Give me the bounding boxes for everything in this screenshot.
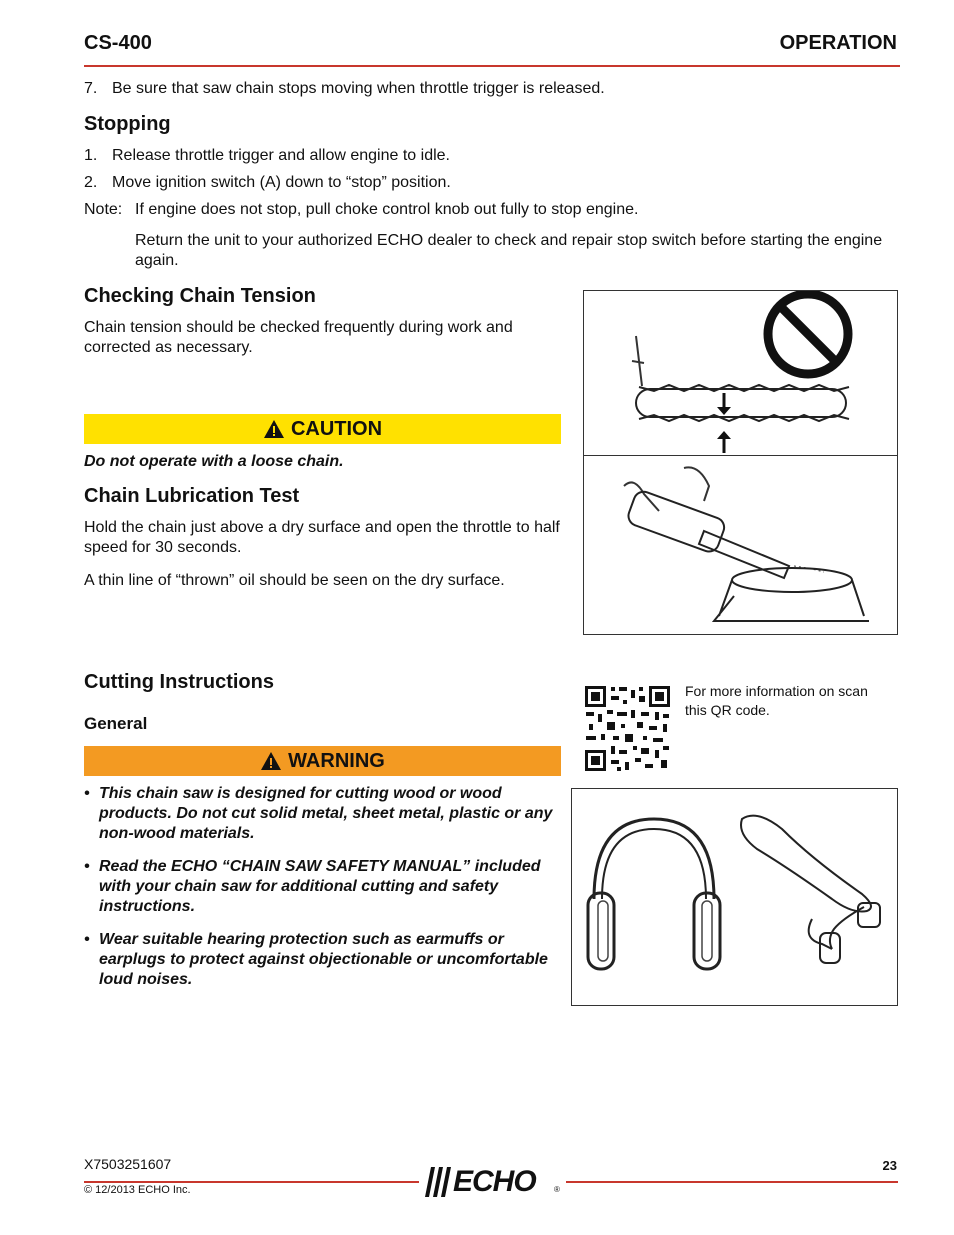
stopping-step-1-text: Release throttle trigger and allow engine to idle.	[112, 147, 450, 164]
warning-triangle-icon	[263, 419, 285, 439]
warning-bullet-1: This chain saw is designed for cutting wood or wood products. Do not cut solid metal, sheet metal, plastic or any non-wood materials.	[99, 785, 553, 842]
warning-label: WARNING	[288, 749, 385, 772]
stopping-step-2-text: Move ignition switch (A) down to “stop” position.	[112, 174, 451, 191]
registered-mark: ®	[554, 1185, 560, 1194]
document-model: CS-400	[84, 32, 152, 54]
part-number: X7503251607	[84, 1156, 172, 1172]
warning-triangle-icon	[260, 751, 282, 771]
bullet-mark: •	[84, 931, 90, 948]
section-title: OPERATION	[779, 32, 897, 54]
chain-tension-heading: Checking Chain Tension	[84, 285, 316, 307]
footer-rule-left	[84, 1181, 419, 1183]
lubrication-paragraph-1: Hold the chain just above a dry surface and open the throttle to half speed for 30 seconds.	[84, 519, 560, 556]
step-7-text: Be sure that saw chain stops moving when throttle trigger is released.	[112, 80, 605, 97]
stopping-heading: Stopping	[84, 113, 171, 135]
page-number: 23	[882, 1158, 897, 1173]
echo-logo	[423, 1165, 563, 1199]
warning-banner	[84, 746, 561, 776]
caution-label: CAUTION	[290, 417, 383, 440]
warning-bullet-3: Wear suitable hearing protection such as earmuffs or earplugs to protect against objectionable or uncomfortable loud noises.	[99, 931, 548, 988]
warning-bullet-2: Read the ECHO “CHAIN SAW SAFETY MANUAL” included with your chain saw for additional cutting and safety instructions.	[99, 858, 541, 915]
lubrication-paragraph-2: A thin line of “thrown” oil should be seen on the dry surface.	[84, 572, 505, 589]
qr-code[interactable]	[583, 684, 672, 773]
step-7-number: 7.	[84, 80, 98, 97]
stopping-step-1-number: 1.	[84, 147, 98, 164]
loose-chain-prohibited-figure	[584, 291, 897, 455]
general-subheading: General	[84, 714, 148, 733]
chain-tension-illustration	[583, 290, 898, 456]
chainsaw-over-stump-figure	[584, 456, 897, 634]
lubrication-heading: Chain Lubrication Test	[84, 485, 300, 507]
bullet-mark: •	[84, 858, 90, 875]
chain-tension-body: Chain tension should be checked frequently during work and corrected as necessary.	[84, 319, 513, 356]
earmuffs-and-earplugs-figure	[572, 789, 897, 1005]
caution-text: Do not operate with a loose chain.	[84, 453, 344, 470]
note-label: Note:	[84, 201, 123, 218]
footer-rule-right	[566, 1181, 898, 1183]
bullet-mark: •	[84, 785, 90, 802]
header-rule	[84, 65, 900, 67]
caution-banner	[84, 414, 561, 444]
stopping-step-2-number: 2.	[84, 174, 98, 191]
note-text-dealer: Return the unit to your authorized ECHO dealer to check and repair stop switch before starting the engine again.	[135, 232, 883, 269]
echo-logo-text: ECHO	[453, 1165, 536, 1198]
lubrication-illustration	[583, 455, 898, 635]
qr-caption: For more information on scan this QR code.	[685, 683, 868, 718]
cutting-heading: Cutting Instructions	[84, 671, 274, 693]
note-text: If engine does not stop, pull choke control knob out fully to stop engine.	[135, 201, 639, 218]
hearing-protection-illustration	[571, 788, 898, 1006]
copyright: © 12/2013 ECHO Inc.	[84, 1184, 191, 1196]
qr-code-icon	[583, 684, 672, 773]
